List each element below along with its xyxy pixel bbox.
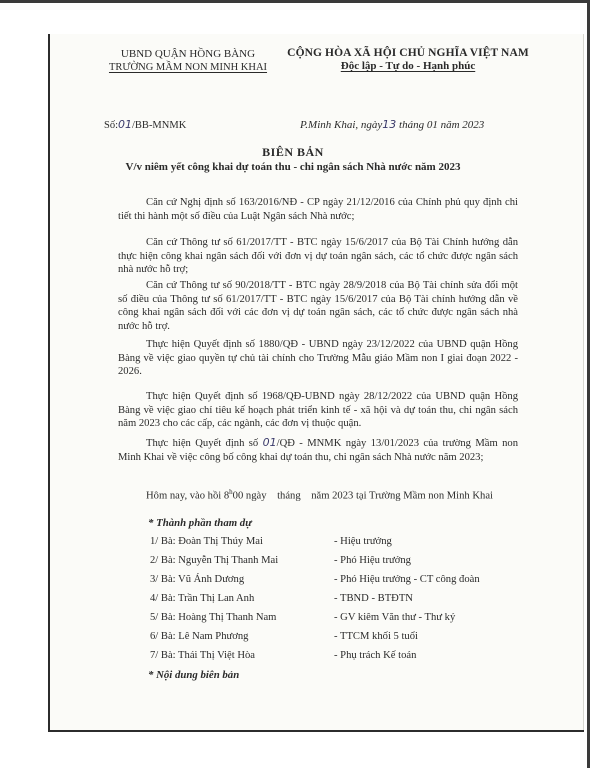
attendee-role: - Phó Hiệu trưởng - CT công đoàn <box>334 574 480 585</box>
para7-before: Hôm nay, vào hồi 8 <box>146 490 230 502</box>
attendee-role: - TBND - BTĐTN <box>334 593 413 604</box>
para6-after: /QĐ - MNMK ngày 13/01/2023 của trường Mầm non Minh Khai về việc công bố công khai dự toán thu, chi ngân sách Nhà nước năm 2023; <box>118 438 518 463</box>
attendee-name: 4/ Bà: Trần Thị Lan Anh <box>150 593 255 604</box>
agency-name: UBND QUẬN HỒNG BÀNG <box>120 48 256 60</box>
attendee-name: 2/ Bà: Nguyễn Thị Thanh Mai <box>150 555 279 566</box>
attendee-role: - Phó Hiệu trưởng <box>334 555 411 566</box>
paragraph-decision-1968: Thực hiện Quyết định số 1968/QĐ-UBND ngày 28/12/2022 của UBND quận Hồng Bàng về việc giao chỉ tiêu kế hoạch phát triển kinh tế - xã hội và dự toán thu, chi ngân sách năm 2023 cho các cấp, các ngành, các đơn vị thuộc quận. <box>118 391 518 429</box>
number-suffix: /BB-MNMK <box>132 120 187 131</box>
handwritten-decision-number: 01 <box>262 436 277 449</box>
paragraph-meeting-time <box>118 486 518 503</box>
paragraph-circular-90: Căn cứ Thông tư số 90/2018/TT - BTC ngày 28/9/2018 của Bộ Tài chính sửa đổi một số điều của Thông tư số 61/2017/TT - BTC ngày 15/6/2017 của Bộ Tài chính hướng dẫn về công khai ngân sách đối với các đơn vị dự toán ngân sách, các tổ chức được ngân sách nhà nước hỗ trợ. <box>118 280 518 332</box>
para7-sup: h <box>229 488 233 496</box>
nation-name: CỘNG HÒA XÃ HỘI CHỦ NGHĨA VIỆT NAM <box>287 47 529 59</box>
attendee-name: 1/ Bà: Đoàn Thị Thúy Mai <box>150 536 263 547</box>
attendee-role: - GV kiêm Văn thư - Thư ký <box>334 612 456 623</box>
attendees-heading: * Thành phần tham dự <box>148 517 252 529</box>
frame-top-border <box>0 0 590 3</box>
document-title: BIÊN BẢN <box>262 145 324 159</box>
attendee-name: 7/ Bà: Thái Thị Việt Hòa <box>150 650 255 661</box>
attendee-role: - TTCM khối 5 tuổi <box>334 631 418 642</box>
date-prefix: P.Minh Khai, ngày <box>300 119 383 131</box>
attendee-name: 6/ Bà: Lê Nam Phương <box>150 631 249 642</box>
school-name: TRƯỜNG MẦM NON MINH KHAI <box>108 62 268 73</box>
attendee-name: 3/ Bà: Vũ Ánh Dương <box>150 574 245 585</box>
handwritten-day: 13 <box>382 118 397 131</box>
paragraph-decision-1880: Thực hiện Quyết định số 1880/QĐ - UBND ngày 23/12/2022 của UBND quận Hồng Bàng về việc giao quyền tự chủ tài chính cho Trường Mẫu giáo Mầm non I giai đoạn 2022 - 2026. <box>118 339 518 377</box>
document-date <box>300 118 484 131</box>
para6-before: Thực hiện Quyết định số <box>146 438 259 449</box>
content-heading: * Nội dung biên bản <box>148 669 240 681</box>
attendee-name: 5/ Bà: Hoàng Thị Thanh Nam <box>150 612 277 623</box>
national-header <box>258 47 558 73</box>
document-page <box>48 34 584 732</box>
handwritten-number: 01 <box>118 118 133 131</box>
paragraph-decree: Căn cứ Nghị định số 163/2016/NĐ - CP ngày 21/12/2016 của Chính phủ quy định chi tiết thi hành một số điều của Luật Ngân sách Nhà nước; <box>118 197 518 222</box>
attendee-role: - Phụ trách Kế toán <box>334 650 417 661</box>
paragraph-decision-school <box>118 436 518 464</box>
document-number <box>104 118 186 131</box>
attendee-role: - Hiệu trưởng <box>334 536 392 547</box>
para7-after: 00 ngày tháng năm 2023 tại Trường Mầm non Minh Khai <box>232 490 493 502</box>
paragraph-circular-61: Căn cứ Thông tư số 61/2017/TT - BTC ngày 15/6/2017 của Bộ Tài Chính hướng dẫn thực hiện công khai ngân sách đối với đơn vị dự toán ngân sách, các tổ chức được ngân sách nhà nước hỗ trợ; <box>118 237 518 275</box>
document-subtitle: V/v niêm yết công khai dự toán thu - chi ngân sách Nhà nước năm 2023 <box>125 161 461 173</box>
number-prefix: Số: <box>104 120 119 131</box>
date-suffix: tháng 01 năm 2023 <box>399 119 485 131</box>
national-motto: Độc lập - Tự do - Hạnh phúc <box>340 60 476 72</box>
